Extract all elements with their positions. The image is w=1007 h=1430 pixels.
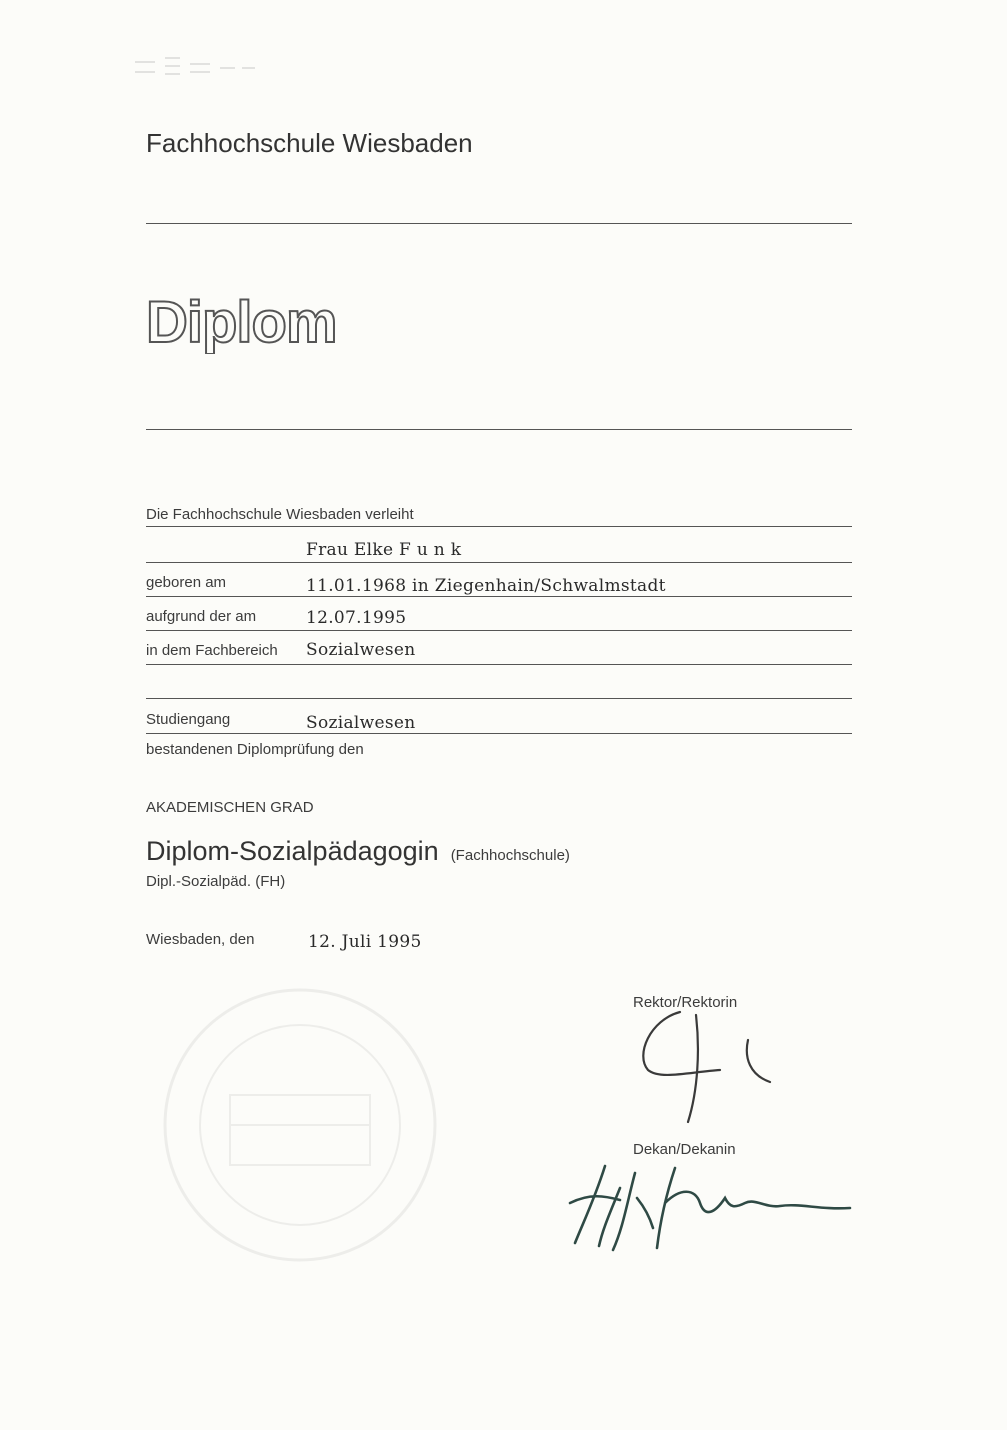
- born-label: geboren am: [146, 574, 227, 591]
- document-title: [146, 290, 386, 354]
- field-rule: [146, 698, 852, 699]
- recipient-name: Frau Elke F u n k: [306, 540, 462, 560]
- embossed-seal: [140, 975, 460, 1275]
- rector-label: Rektor/Rektorin: [633, 994, 738, 1011]
- field-rule: [146, 526, 852, 527]
- degree-line: [146, 836, 570, 867]
- department-value: Sozialwesen: [306, 640, 416, 660]
- field-rule: [146, 562, 852, 563]
- field-rule: [146, 630, 852, 631]
- dean-signature: [565, 1158, 855, 1253]
- intro-text: Die Fachhochschule Wiesbaden verleiht: [146, 506, 414, 523]
- passed-text: bestandenen Diplomprüfung den: [146, 741, 364, 758]
- degree-abbreviation: Dipl.-Sozialpäd. (FH): [146, 873, 286, 890]
- svg-text:Diplom: Diplom: [146, 290, 337, 354]
- rector-signature: [630, 1000, 790, 1130]
- program-value: Sozialwesen: [306, 713, 416, 733]
- dean-label: Dekan/Dekanin: [633, 1141, 736, 1158]
- degree-suffix: (Fachhochschule): [450, 847, 570, 864]
- place-label: Wiesbaden, den: [146, 931, 255, 948]
- born-value: 11.01.1968 in Ziegenhain/Schwalmstadt: [306, 576, 666, 596]
- field-rule: [146, 733, 852, 734]
- institution-name: Fachhochschule Wiesbaden: [146, 128, 473, 158]
- department-label: in dem Fachbereich: [146, 642, 278, 659]
- degree-name: Diplom-Sozialpädagogin: [146, 836, 439, 866]
- exam-label: aufgrund der am: [146, 608, 257, 625]
- program-label: Studiengang: [146, 711, 231, 728]
- exam-value: 12.07.1995: [306, 608, 407, 628]
- divider-top: [146, 223, 852, 224]
- header-watermark: [130, 52, 260, 82]
- degree-heading: AKADEMISCHEN GRAD: [146, 799, 314, 816]
- divider-middle: [146, 429, 852, 430]
- field-rule: [146, 596, 852, 597]
- issue-date: 12. Juli 1995: [308, 932, 422, 952]
- field-rule: [146, 664, 852, 665]
